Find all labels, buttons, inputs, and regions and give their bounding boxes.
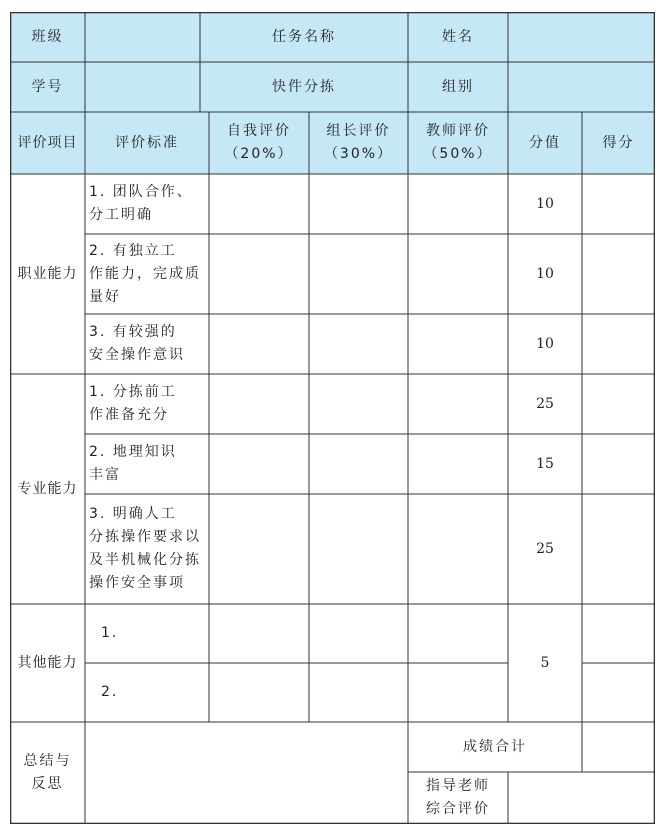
criteria-cell: 1. 分拣前工 作准备充分 <box>89 384 177 423</box>
section-name-professional: 专业能力 <box>17 480 78 497</box>
summary-label: 总结与 反思 <box>23 753 72 792</box>
name-input[interactable] <box>508 12 655 62</box>
criteria-cell: 3. 有较强的 安全操作意识 <box>89 324 185 363</box>
score-input[interactable] <box>582 174 655 234</box>
points-cell: 25 <box>536 395 554 412</box>
group-label: 组别 <box>442 78 474 95</box>
points-cell: 5 <box>540 654 550 671</box>
criteria-cell: 1. <box>101 625 119 641</box>
evaluation-form <box>10 12 655 824</box>
task-name-label: 任务名称 <box>272 28 336 45</box>
leader-eval-input[interactable] <box>309 174 408 234</box>
teacher-eval-column-header: 教师评价 （50%） <box>423 123 493 162</box>
summary-input[interactable] <box>85 722 408 824</box>
criteria-cell: 2. 地理知识 丰富 <box>89 444 177 483</box>
self-eval-column-header: 自我评价 （20%） <box>224 123 294 162</box>
criteria-cell: 1. 团队合作、 分工明确 <box>89 184 193 223</box>
points-cell: 10 <box>536 265 554 282</box>
item-column-header: 评价项目 <box>17 134 78 151</box>
leader-eval-column-header: 组长评价 （30%） <box>323 123 394 162</box>
points-cell: 25 <box>536 540 554 557</box>
name-label: 姓名 <box>442 28 474 45</box>
total-score-input[interactable] <box>582 722 655 772</box>
group-input[interactable] <box>508 62 655 112</box>
task-value: 快件分拣 <box>272 78 336 95</box>
criteria-cell: 2. 有独立工 作能力，完成质 量好 <box>89 242 201 305</box>
student-id-label: 学号 <box>31 78 64 95</box>
points-cell: 10 <box>536 195 554 212</box>
criteria-cell: 2. <box>101 684 119 700</box>
teacher-eval-input[interactable] <box>408 174 508 234</box>
self-eval-input[interactable] <box>209 174 309 234</box>
section-name-other: 其他能力 <box>17 654 78 671</box>
points-cell: 15 <box>536 455 554 472</box>
section-name-vocational: 职业能力 <box>17 265 78 282</box>
total-score-label: 成绩合计 <box>463 738 527 755</box>
teacher-comment-input[interactable] <box>508 772 655 824</box>
class-input[interactable] <box>85 12 200 62</box>
student-id-input[interactable] <box>85 62 200 112</box>
points-column-header: 分值 <box>529 134 561 151</box>
criteria-cell: 3. 明确人工 分拣操作要求以 及半机械化分拣 操作安全事项 <box>89 506 201 591</box>
class-label: 班级 <box>31 28 64 45</box>
points-cell: 10 <box>536 335 554 352</box>
criteria-column-header: 评价标准 <box>115 134 179 151</box>
teacher-comment-label: 指导老师 综合评价 <box>426 778 490 817</box>
score-column-header: 得分 <box>602 134 635 151</box>
